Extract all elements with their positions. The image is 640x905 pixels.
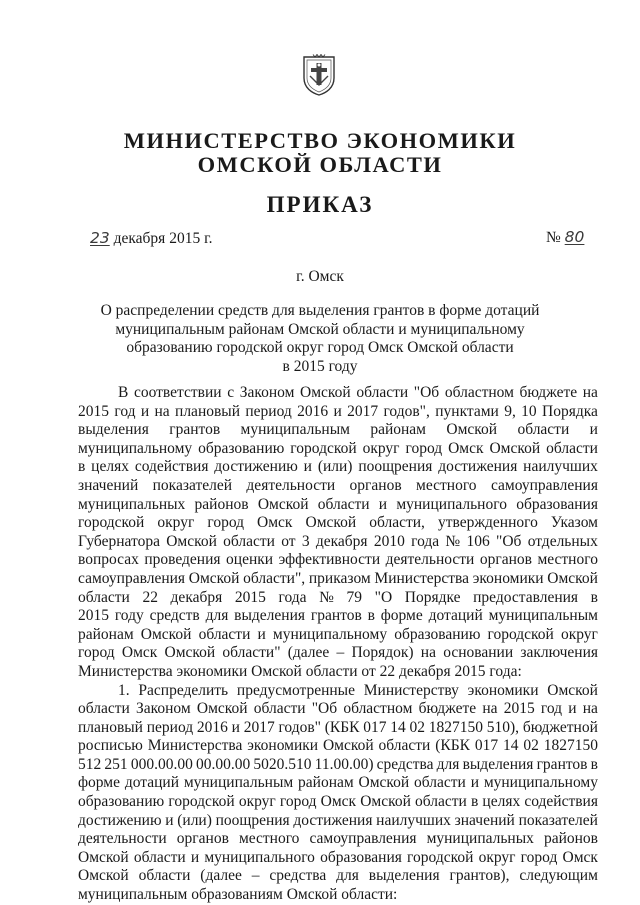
body-line: области Законом Омской области "Об областном бюджете на 2015 год и на [78, 700, 598, 718]
body-line: городской округ город Омск Омской области, утвержденного Указом [78, 514, 598, 532]
order-body [78, 384, 598, 905]
body-line: город Омск Омской области" (далее – Порядок) на основании заключения [78, 644, 598, 662]
body-line: Губернатора Омской области от 3 декабря 2010 года № 106 "Об отдельных [78, 532, 598, 550]
body-line: 2015 году средств для выделения грантов в форме дотаций муниципальным [78, 607, 598, 625]
ministry-name-line1: МИНИСТЕРСТВО ЭКОНОМИКИ [123, 128, 517, 153]
body-line: 512 251 000.00.00 00.00.00 5020.510 11.00.00) средства для выделения грантов в [78, 755, 598, 773]
body-line: Омской области и муниципального образования городской округ город Омск [78, 848, 598, 866]
body-line: росписью Министерства экономики Омской области (КБК 017 14 02 1827150 [78, 737, 598, 755]
subject-line: О распределении средств для выделения грантов в форме дотаций [100, 302, 540, 319]
body-line: в целях содействия достижению и (или) поощрения достижения наилучших [78, 458, 598, 476]
city-line: г. Омск [296, 268, 344, 285]
number-label: № [546, 229, 561, 246]
order-subject [100, 302, 540, 376]
body-line: области 22 декабря 2015 года № 79 "О Порядке предоставления в [78, 588, 598, 606]
body-line: 2015 год и на плановый период 2016 и 2017 годов", пунктами 9, 10 Порядка [78, 402, 598, 420]
body-line: выделения грантов муниципальным районам Омской области и [78, 421, 598, 439]
order-number [546, 228, 587, 247]
body-line: 1. Распределить предусмотренные Министерству экономики Омской [118, 681, 598, 699]
body-line: деятельности органов местного самоуправления муниципальных районов [78, 830, 598, 848]
body-line: форме дотаций муниципальным районам Омской области и муниципальному [78, 774, 598, 792]
body-line: самоуправления Омской области", приказом Министерства экономики Омской [78, 569, 598, 587]
handwritten-number: 80 [564, 228, 585, 246]
body-line: достижению и (или) поощрения достижения наилучших значений показателей [78, 811, 598, 829]
document-type: ПРИКАЗ [266, 192, 374, 217]
handwritten-day: 23 [90, 229, 110, 247]
body-line: Омской области (далее – средства для выделения грантов), следующим [78, 867, 598, 885]
order-date [90, 229, 213, 248]
body-line: муниципальным образованиям Омской области: [78, 886, 398, 904]
subject-line: в 2015 году [282, 357, 358, 375]
subject-line: образованию городской округ город Омск Омской области [126, 339, 514, 357]
subject-line: муниципальным районам Омской области и муниципальному [115, 320, 525, 338]
coat-of-arms-icon [302, 54, 336, 96]
date-rest: декабря 2015 г. [109, 230, 213, 247]
body-line: районам Омской области и муниципальному образованию городской округ [78, 625, 598, 643]
body-line: муниципальному образованию городской округ город Омск Омской области [78, 439, 598, 457]
body-line: В соответствии с Законом Омской области "Об областном бюджете на [118, 384, 598, 401]
body-line: муниципальных районов Омской области и муниципального образования [78, 495, 598, 513]
body-line: Министерства экономики Омской области от 22 декабря 2015 года: [78, 662, 522, 680]
ministry-name-line2: ОМСКОЙ ОБЛАСТИ [197, 152, 443, 177]
body-line: вопросах проведения оценки эффективности деятельности органов местного [78, 551, 598, 569]
body-line: плановый период 2016 и 2017 годов" (КБК 017 14 02 1827150 510), бюджетной [78, 718, 598, 736]
body-line: образованию городской округ город Омск Омской области в целях содействия [78, 793, 598, 811]
body-line: значений показателей деятельности органов местного самоуправления [78, 476, 598, 494]
